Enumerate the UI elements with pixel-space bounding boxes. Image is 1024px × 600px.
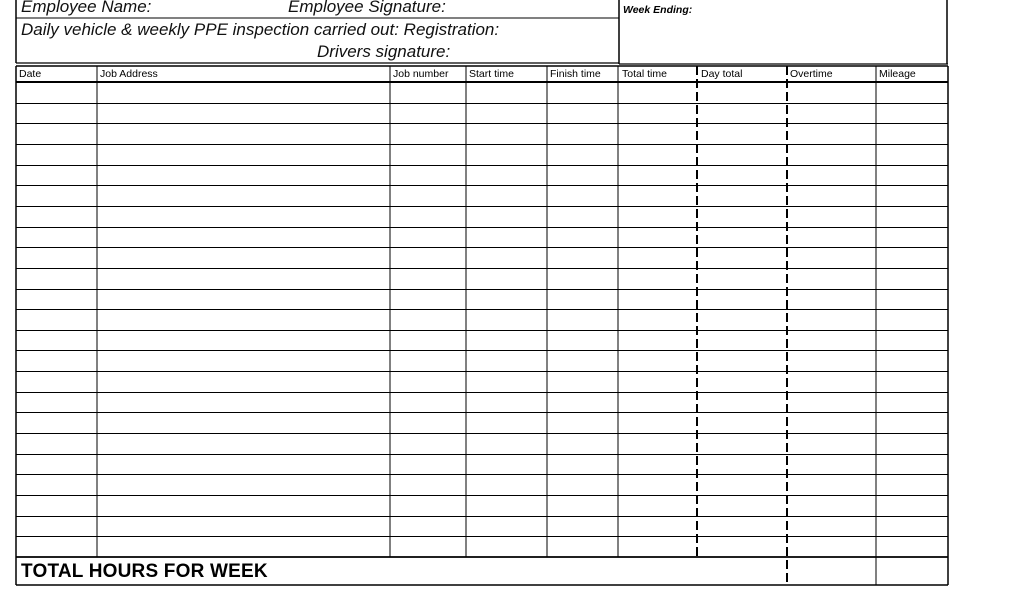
column-header-date: Date [19,68,42,80]
column-header-total-time: Total time [622,68,667,80]
week-ending-label: Week Ending: [623,4,693,16]
row-lines [16,104,948,537]
column-header-job-number: Job number [393,68,449,80]
total-hours-label: TOTAL HOURS FOR WEEK [21,561,268,582]
column-header-finish-time: Finish time [550,68,601,80]
column-header-overtime: Overtime [790,68,833,80]
inspection-label: Daily vehicle & weekly PPE inspection carried out: Registration: [21,20,500,39]
column-header-start-time: Start time [469,68,514,80]
column-header-mileage: Mileage [879,68,916,80]
column-header-day-total: Day total [701,68,743,80]
column-header-job-address: Job Address [100,68,158,80]
employee-name-label: Employee Name: [21,0,152,16]
drivers-signature-label: Drivers signature: [317,42,451,61]
employee-signature-label: Employee Signature: [288,0,446,16]
